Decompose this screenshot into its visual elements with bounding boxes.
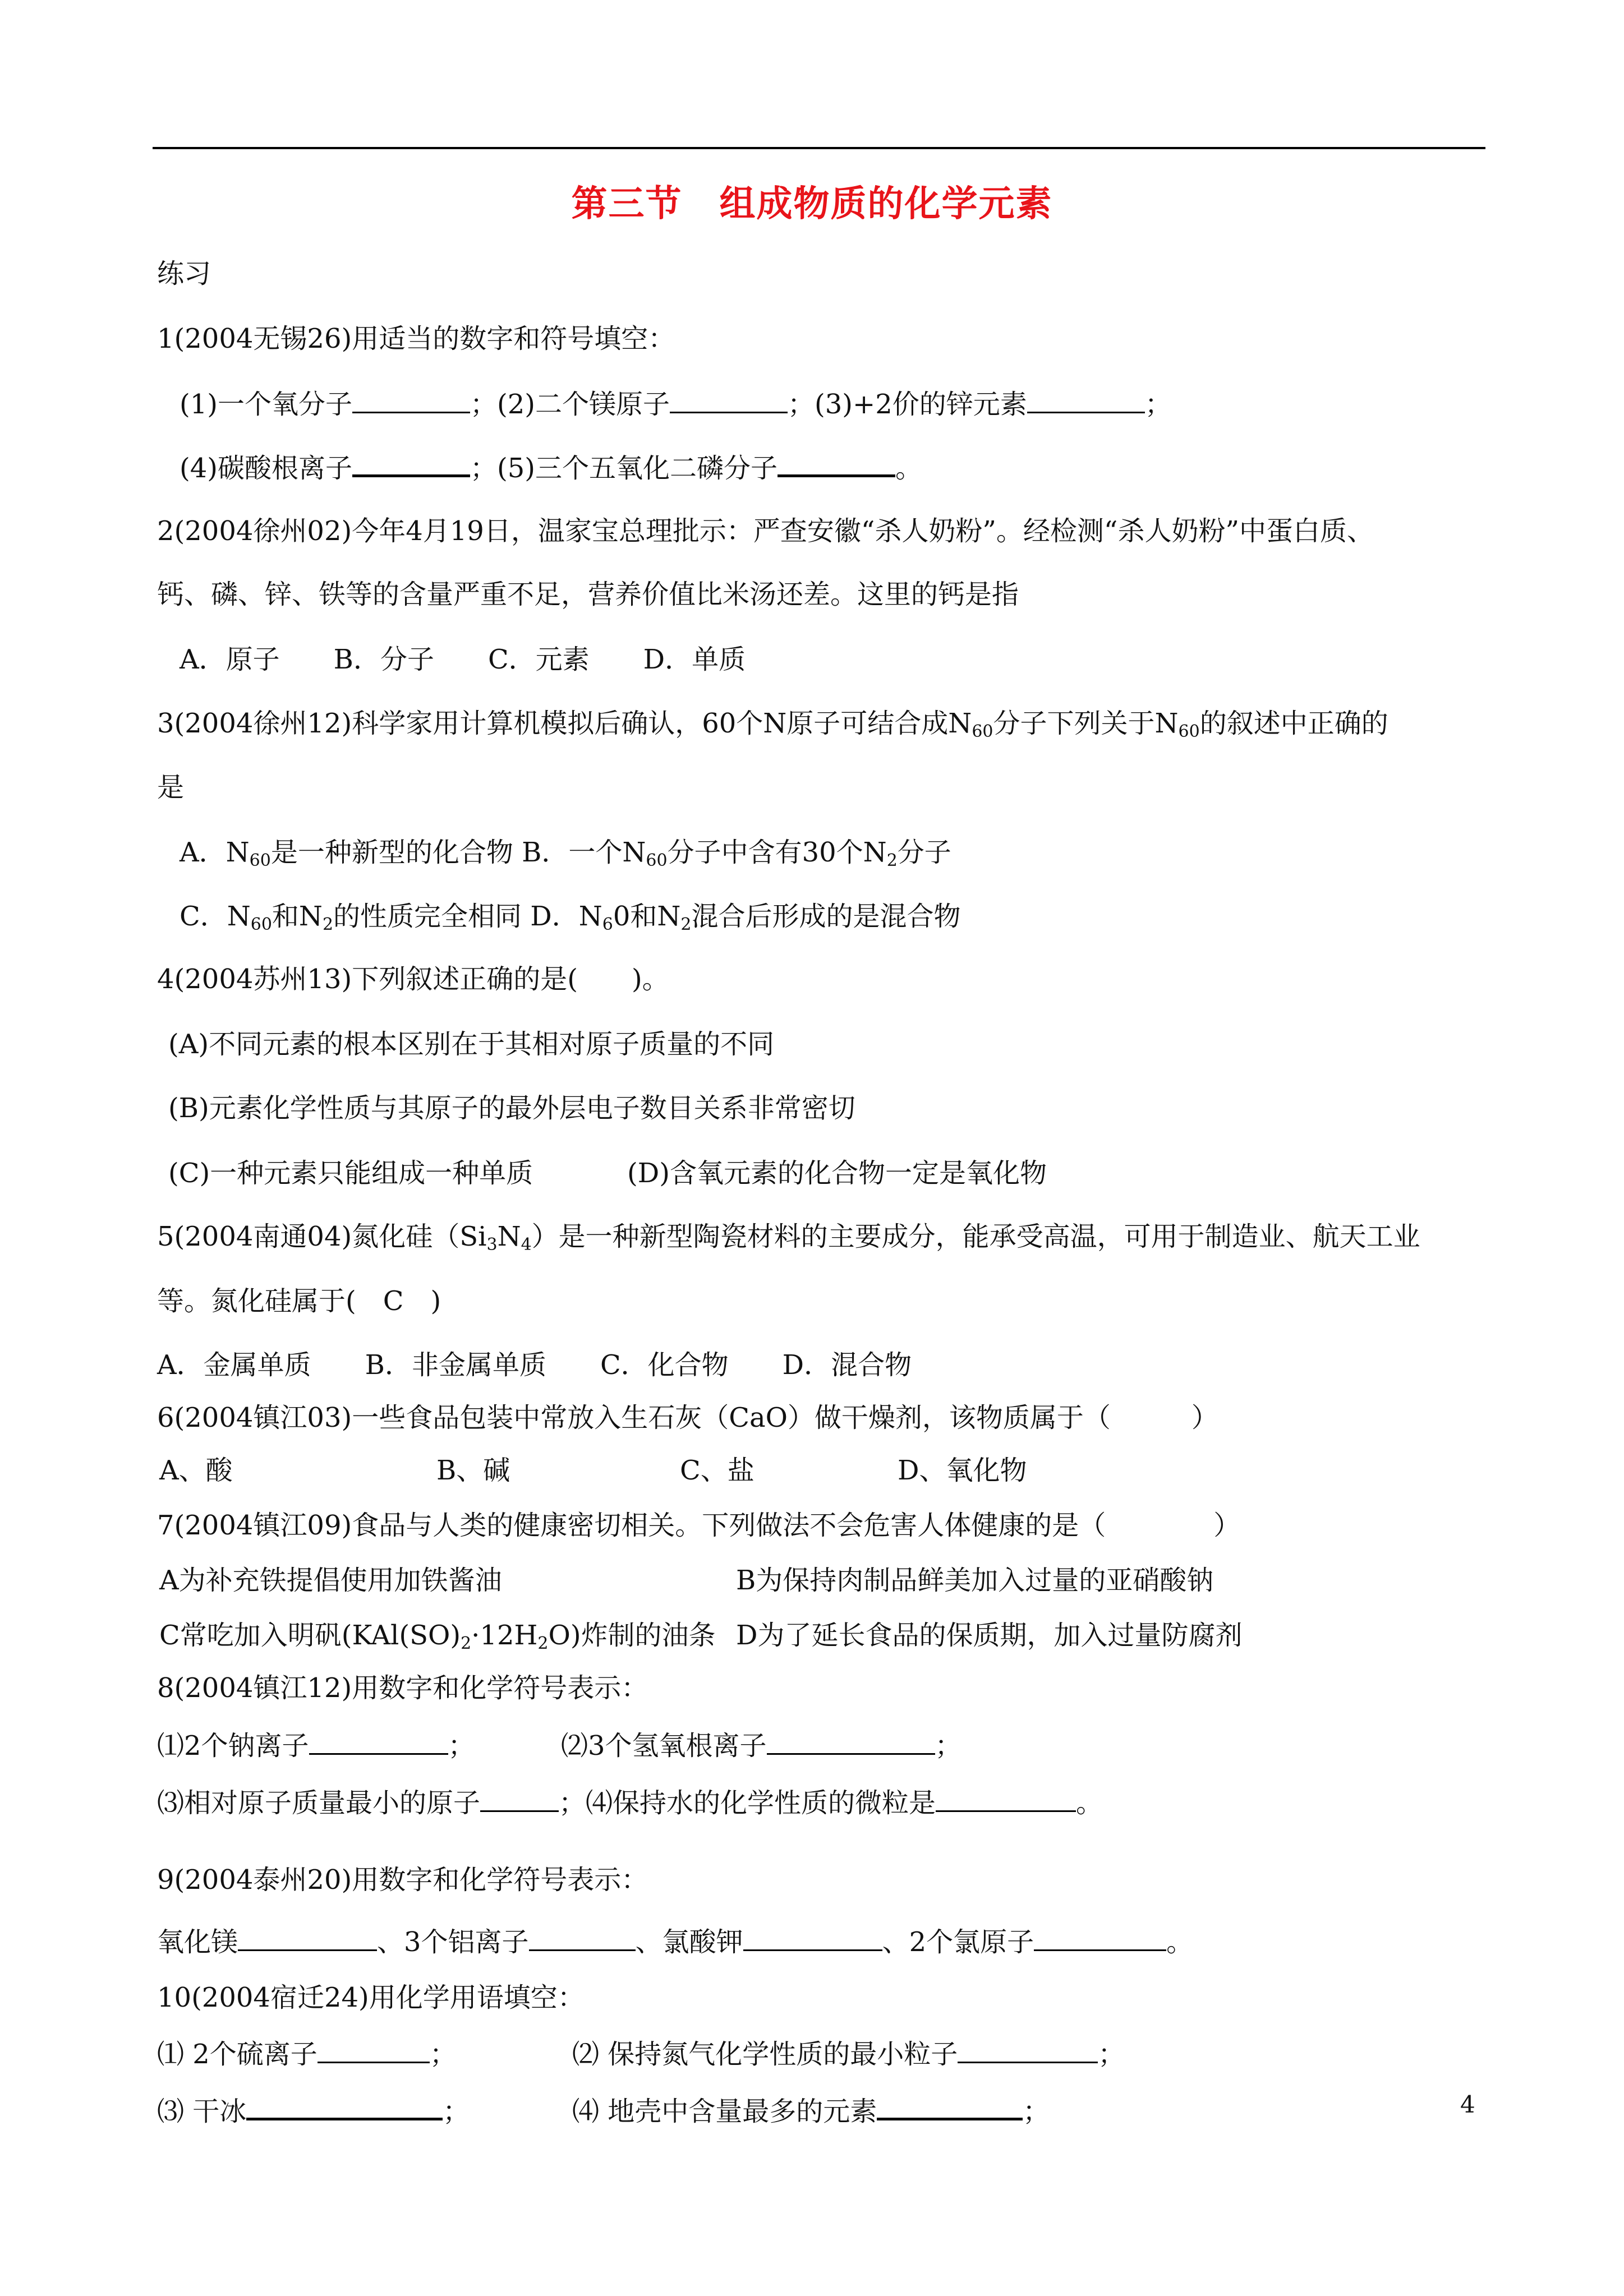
q8-blank-3[interactable] xyxy=(480,1786,559,1812)
q6-option-a: A、酸 xyxy=(159,1455,233,1486)
q10-blank-1[interactable] xyxy=(318,2037,430,2063)
q1-blank-3[interactable] xyxy=(1027,387,1145,413)
q3-options-cd: C．$N_{60}$和$N_2$的性质完全相同 D．$N_60$和$N_2$混合后形成的是混合物 xyxy=(180,901,961,934)
q8-blank-4[interactable] xyxy=(936,1786,1076,1812)
section-label: 练习 xyxy=(157,258,211,289)
q8-stem: 8(2004镇江12)用数字和化学符号表示： xyxy=(157,1672,648,1704)
q3-line2: 是 xyxy=(157,772,185,803)
q4-option-b: (B)元素化学性质与其原子的最外层电子数目关系非常密切 xyxy=(168,1092,855,1124)
q3-options-ab: A．$N_{60}$是一种新型的化合物 B．一个$N_{60}$分子中含有30个$N_2$分子 xyxy=(180,837,951,870)
q10-stem: 10(2004宿迁24)用化学用语填空： xyxy=(157,1982,585,2013)
q6-option-b: B、碱 xyxy=(436,1455,510,1486)
page-title: 第三节 组成物质的化学元素 xyxy=(571,183,1053,225)
q8-blank-1[interactable] xyxy=(309,1728,448,1755)
q7-option-c: C常吃加入明矾$(KAl(SO)_2\cdot 12H_2O)$炸制的油条 xyxy=(159,1620,716,1653)
q1-blank-2[interactable] xyxy=(670,387,788,413)
q1-blank-5[interactable] xyxy=(778,450,895,477)
q5-options: A．金属单质 B．非金属单质 C．化合物 D．混合物 xyxy=(157,1349,912,1381)
q1-blank-4[interactable] xyxy=(352,450,470,477)
q7-stem: 7(2004镇江09)食品与人类的健康密切相关。下列做法不会危害人体健康的是（ ） xyxy=(157,1510,1241,1541)
q10-item-3: ⑶ 干冰 ； xyxy=(157,2093,470,2127)
q10-blank-3[interactable] xyxy=(246,2093,443,2120)
q1-stem: 1(2004无锡26)用适当的数字和符号填空： xyxy=(157,323,675,354)
q7-option-d: D为了延长食品的保质期，加入过量防腐剂 xyxy=(736,1620,1243,1651)
q5-line2: 等。氮化硅属于( C ) xyxy=(157,1285,441,1317)
page-number: 4 xyxy=(1460,2091,1475,2118)
q9-blank-2[interactable] xyxy=(529,1925,636,1951)
q8-blank-2[interactable] xyxy=(767,1728,935,1755)
q9-blank-3[interactable] xyxy=(743,1925,882,1951)
q6-option-d: D、氧化物 xyxy=(898,1455,1027,1486)
q2-options: A．原子 B．分子 C．元素 D．单质 xyxy=(180,644,746,675)
q9-blank-1[interactable] xyxy=(238,1925,377,1951)
q1-line2: (4)碳酸根离子 ；(5)三个五氧化二磷分子 。 xyxy=(180,450,922,483)
q4-option-a: (A)不同元素的根本区别在于其相对原子质量的不同 xyxy=(168,1029,775,1060)
q2-line1: 2(2004徐州02)今年4月19日，温家宝总理批示：严查安徽“杀人奶粉”。经检测“杀人奶粉”中蛋白质、 xyxy=(157,515,1374,547)
q8-item-3: ⑶相对原子质量最小的原子 ；⑷保持水的化学性质的微粒是 。 xyxy=(157,1786,1103,1819)
q8-item-2: ⑵3个氢氧根离子 ； xyxy=(561,1728,962,1762)
q7-option-b: B为保持肉制品鲜美加入过量的亚硝酸钠 xyxy=(736,1565,1214,1596)
q4-option-c: (C)一种元素只能组成一种单质 xyxy=(168,1158,533,1189)
q3-line1: 3(2004徐州12)科学家用计算机模拟后确认，60个N原子可结合成$N_{60}$分子下列关于$N_{60}$的叙述中正确的 xyxy=(157,708,1388,741)
q7-option-a: A为补充铁提倡使用加铁酱油 xyxy=(159,1565,502,1596)
header-rule xyxy=(153,147,1485,149)
q5-line1: 5(2004南通04)氮化硅$(Si_3N_4)$是一种新型陶瓷材料的主要成分，能承受高温，可用于制造业、航天工业 xyxy=(157,1221,1420,1255)
q1-line1: (1)一个氧分子 ；(2)二个镁原子 ；(3)+2价的锌元素 ； xyxy=(180,387,1172,421)
q2-line2: 钙、磷、锌、铁等的含量严重不足，营养价值比米汤还差。这里的钙是指 xyxy=(157,579,1019,610)
q10-item-4: ⑷ 地壳中含量最多的元素 ； xyxy=(572,2093,1050,2127)
q10-item-1: ⑴ 2个硫离子 ； xyxy=(157,2037,457,2071)
q6-option-c: C、盐 xyxy=(680,1455,755,1486)
q9-items: 氧化镁 、3个铝离子 、氯酸钾 、2个氯原子 。 xyxy=(157,1925,1193,1958)
q10-blank-4[interactable] xyxy=(877,2093,1023,2120)
q1-blank-1[interactable] xyxy=(352,387,470,413)
q4-option-d: (D)含氧元素的化合物一定是氧化物 xyxy=(627,1158,1047,1189)
q10-item-2: ⑵ 保持氮气化学性质的最小粒子 ； xyxy=(572,2037,1125,2071)
q10-blank-2[interactable] xyxy=(958,2037,1098,2063)
q8-item-1: ⑴2个钠离子 ； xyxy=(157,1728,475,1762)
q4-stem: 4(2004苏州13)下列叙述正确的是( )。 xyxy=(157,963,669,995)
q6-stem: 6(2004镇江03)一些食品包装中常放入生石灰（CaO）做干燥剂，该物质属于（ ） xyxy=(157,1402,1218,1433)
q9-blank-4[interactable] xyxy=(1034,1925,1166,1951)
q9-stem: 9(2004泰州20)用数字和化学符号表示： xyxy=(157,1864,648,1896)
